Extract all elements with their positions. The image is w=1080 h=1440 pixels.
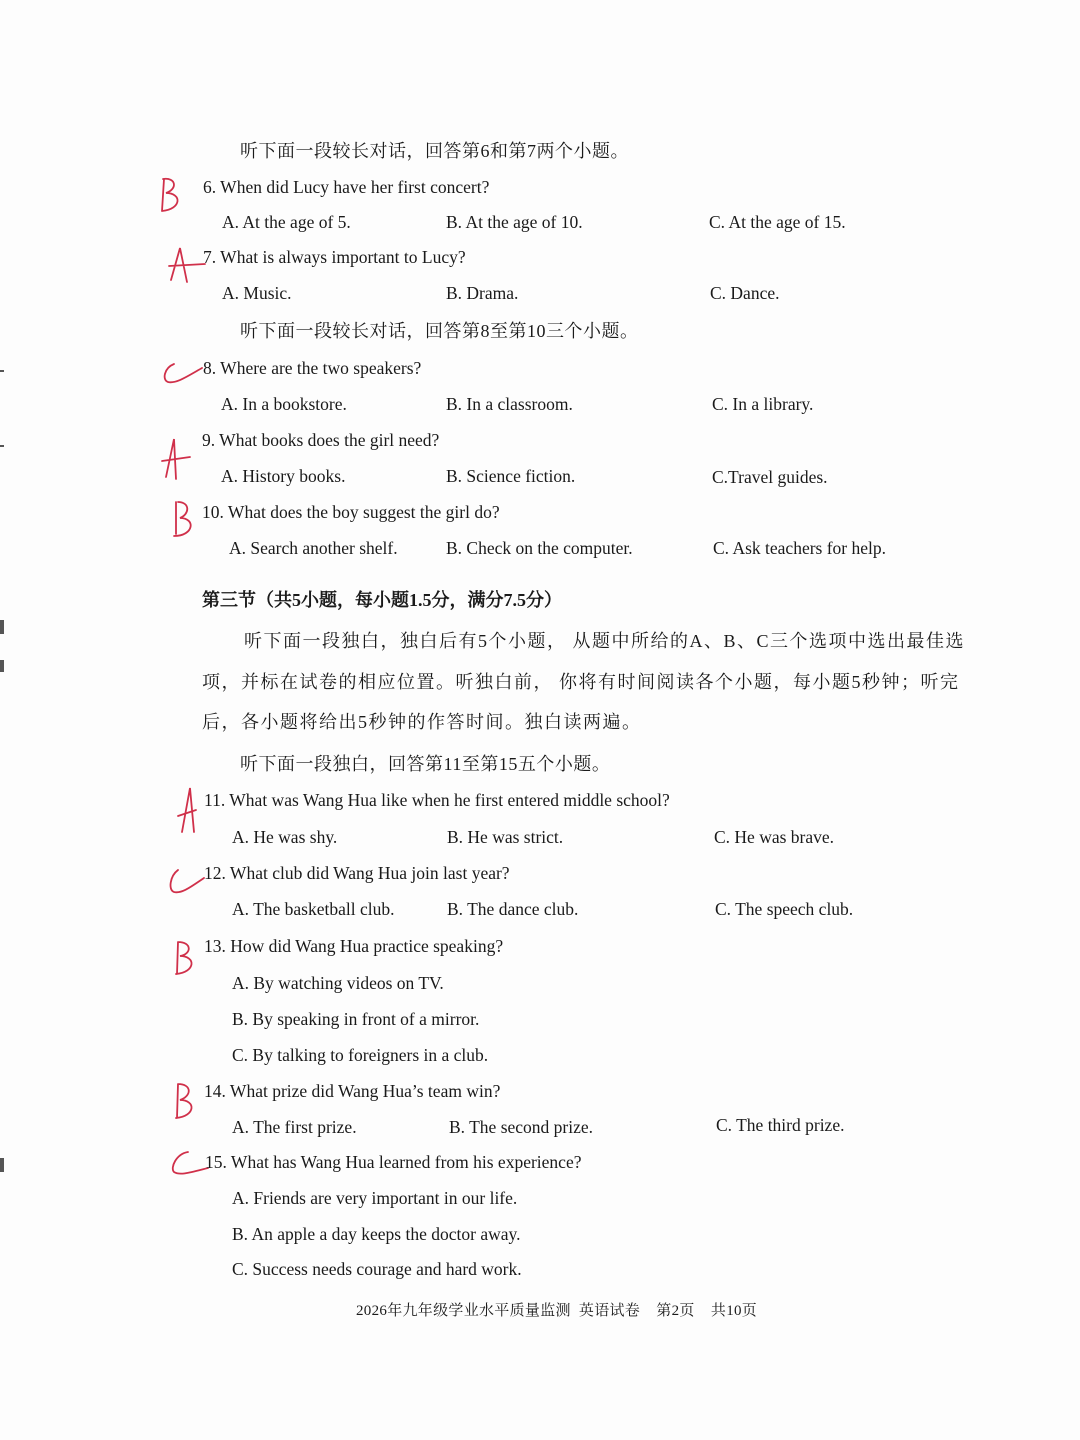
q9-option-b: B. Science fiction. (446, 466, 576, 486)
q10-option-a: A. Search another shelf. (229, 538, 398, 558)
q12-option-a: A. The basketball club. (232, 899, 395, 919)
handwritten-answer-b (172, 938, 202, 978)
q11-option-c: C. He was brave. (714, 827, 835, 847)
scan-edge-mark (0, 1158, 4, 1172)
handwritten-answer-a (160, 435, 200, 481)
scan-edge-mark (0, 660, 4, 672)
section-3-instructions-line3: 后，各小题将给出5秒钟的作答时间。独白读两遍。 (202, 712, 642, 732)
handwritten-answer-a (167, 244, 207, 284)
question-13: 13. How did Wang Hua practice speaking? (204, 936, 504, 956)
q14-option-b: B. The second prize. (449, 1117, 594, 1137)
q13-option-c: C. By talking to foreigners in a club. (232, 1045, 489, 1065)
section-3-heading: 第三节（共5小题，每小题1.5分，满分7.5分） (202, 590, 562, 610)
scan-edge-mark (0, 445, 4, 447)
question-14: 14. What prize did Wang Hua’s team win? (204, 1081, 501, 1101)
q6-option-b: B. At the age of 10. (446, 212, 583, 232)
q15-option-b: B. An apple a day keeps the doctor away. (232, 1224, 521, 1244)
q11-option-b: B. He was strict. (447, 827, 564, 847)
instruction-q6-7: 听下面一段较长对话，回答第6和第7两个小题。 (240, 141, 629, 161)
instruction-q11-15: 听下面一段独白，回答第11至第15五个小题。 (240, 754, 611, 774)
q12-option-c: C. The speech club. (715, 899, 854, 919)
handwritten-answer-a (176, 784, 206, 836)
q14-option-a: A. The first prize. (232, 1117, 357, 1137)
question-15: 15. What has Wang Hua learned from his experience? (205, 1152, 582, 1172)
q10-option-b: B. Check on the computer. (446, 538, 633, 558)
q15-option-a: A. Friends are very important in our life. (232, 1188, 518, 1208)
q7-option-a: A. Music. (222, 283, 292, 303)
q9-option-a: A. History books. (221, 466, 346, 486)
question-7: 7. What is always important to Lucy? (203, 247, 466, 267)
question-10: 10. What does the boy suggest the girl do? (202, 502, 500, 522)
scan-edge-mark (0, 620, 4, 634)
q6-option-c: C. At the age of 15. (709, 212, 846, 232)
question-9: 9. What books does the girl need? (202, 430, 440, 450)
q6-option-a: A. At the age of 5. (222, 212, 351, 232)
section-3-instructions-line1: 听下面一段独白，独白后有5个小题， 从题中所给的A、B、C三个选项中选出最佳选 (244, 631, 966, 651)
question-12: 12. What club did Wang Hua join last year? (204, 863, 510, 883)
q12-option-b: B. The dance club. (447, 899, 579, 919)
question-11: 11. What was Wang Hua like when he first entered middle school? (204, 790, 670, 810)
q7-option-c: C. Dance. (710, 283, 780, 303)
scan-edge-mark (0, 370, 4, 372)
q8-option-b: B. In a classroom. (446, 394, 573, 414)
handwritten-answer-b (158, 175, 188, 215)
handwritten-answer-c (160, 360, 204, 386)
q8-option-a: A. In a bookstore. (221, 394, 347, 414)
q14-option-c: C. The third prize. (716, 1115, 845, 1135)
q15-option-c: C. Success needs courage and hard work. (232, 1259, 522, 1279)
handwritten-answer-b (170, 498, 200, 540)
instruction-q8-10: 听下面一段较长对话，回答第8至第10三个小题。 (240, 321, 639, 341)
section-3-instructions-line2: 项，并标在试卷的相应位置。听独白前， 你将有时间阅读各个小题，每小题5秒钟；听完 (202, 672, 960, 692)
q9-option-c: C.Travel guides. (712, 467, 828, 487)
handwritten-answer-c (166, 866, 206, 896)
q8-option-c: C. In a library. (712, 394, 814, 414)
q7-option-b: B. Drama. (446, 283, 519, 303)
q13-option-a: A. By watching videos on TV. (232, 973, 444, 993)
question-6: 6. When did Lucy have her first concert? (203, 177, 490, 197)
q10-option-c: C. Ask teachers for help. (713, 538, 887, 558)
q11-option-a: A. He was shy. (232, 827, 338, 847)
handwritten-answer-c (168, 1148, 210, 1178)
q13-option-b: B. By speaking in front of a mirror. (232, 1009, 480, 1029)
question-8: 8. Where are the two speakers? (203, 358, 422, 378)
handwritten-answer-b (172, 1080, 202, 1122)
page-footer: 2026年九年级学业水平质量监测 英语试卷 第2页 共10页 (356, 1303, 758, 1319)
